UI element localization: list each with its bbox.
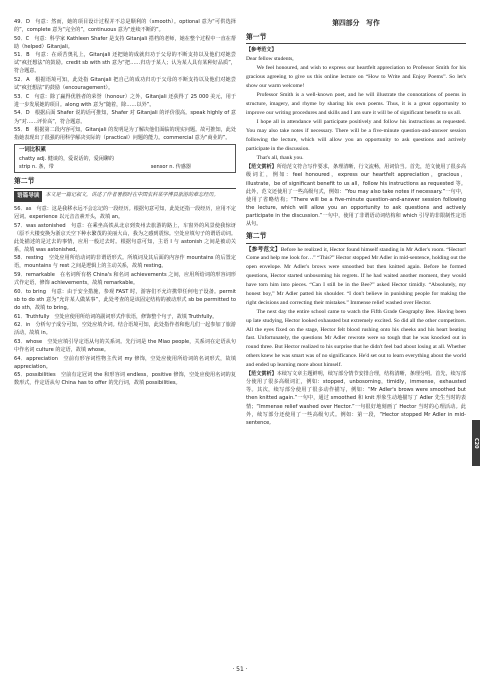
answer-para: 54．D 根据后面 Shafer 说的话可推知，Shafer 对 Gitanjali 的评价很高。speak highly of 意为“对……评价高”，符合题意。	[14, 110, 236, 125]
part-title: 第四部分 写作	[332, 19, 380, 27]
analysis-label: 【范文赏析】	[246, 371, 277, 378]
answer-para: 63．whose 空处应填引导定语从句的关系词。先行词是 the Miao people，关系词在定语从句中作名词 culture 的定语，故填 whose。	[14, 338, 236, 353]
answer-para: 58．resting 空处应用所给动词的非谓语形式。所填词及其后面的内容作 mountains 的后置定语，mountains 与 rest 之间是逻辑上的主动关系，故填 resting。	[14, 255, 236, 270]
answer-para: 65．possibilities 空前有定冠词 the 和形容词 endless，positive 修饰，空处应使用名词的复数形式，作定语从句 China has to offer 的先行词，故填 possibilities。	[14, 372, 236, 387]
analysis-para	[246, 370, 466, 426]
answer-para: 53．C 句意：除了赢得优胜者的荣誉（honour）之外，Gitanjali 还获得了 25 000 美元，用于进一步发展她的项目。along with 意为“随着，除……以外”。	[14, 93, 236, 108]
vocab-row	[19, 155, 231, 163]
vocab-item: sensor n. 传感器	[150, 164, 191, 171]
intro-label: 语篇导读	[14, 191, 42, 202]
analysis-para	[246, 163, 466, 227]
vocab-item: strip n. 条，带	[19, 164, 54, 171]
answer-para: 55．B 根据第二段内容可知，Gitanjali 的发明是为了解决他们面临的现实问题。故可推知，此处指她表现出了很强的用科学解决实际的（practical）问题的能力。commercial 意为“商业的”。	[14, 127, 236, 142]
right-column	[246, 18, 466, 427]
letter-salutation: Dear fellow students,	[246, 55, 294, 62]
continuation-text: Before he realized it, Hector found himself standing in Mr Adler's room. “Hector! Come and help me look for…” “This?” Hector stopped Mr Adler in mid-sentence, holding out the open envelope. Mr Adler's brows were smoothed but then knitted again. Before he formed questions, Hector started unbosoming his regrets. If he had waited another moment, they would have torn him into pieces. “Can I still be in the Bee?” asked Hector timidly. “Absolutely, my honest boy,” Mr Adler patted his shoulder. “I don't believe in punishing people for making the right decisions and correcting their mistakes.” Immense relief washed over Hector.	[246, 246, 466, 306]
analysis-label: 【范文赏析】	[246, 164, 277, 171]
continuation-para: The next day the entire school came to watch the Fifth Grade Geography Bee. Having been up late studying, Hector looked exhausted but extremely excited. So did all the other competitors. All the eyes fixed on the stage, Hector felt blood rushing onto his cheeks and his heart beating fast. Unfortunately, the questions Mr Adler rewrote were so tough that he was knocked out in round three. But Hector realized to his surprise that he didn't feel bad about losing at all. Whether others knew he was smart was of no significance. He'd set out to learn everything about the world and ended up learning more about himself.	[246, 308, 466, 368]
letter-para: That's all, thank you.	[256, 155, 304, 161]
reference-label: 【参考范文】	[246, 246, 281, 253]
answer-para: 61．Truthfully 空处应使用所给词的副词形式作状语，修饰整个句子，故填 Truthfully。	[14, 313, 218, 320]
answer-para: 60．to bring 句意：由于安全措施，参观 FAST 时，游客们不允许携带任何电子设备。permit sb to do sth 意为“允许某人做某事”，此处考查的是该固定结构的被动形式 sb be permitted to do sth，故填 to bring。	[14, 288, 236, 311]
intro-text: 本文是一篇记叙文，讲述了作者暑假时在中国农科某字博县旅游的难忘经历。	[45, 192, 219, 199]
answer-para: 56．as 句意：这是我移水远不会忘记的一段经历。根据句意可知，此处还指一段经历，应用不定冠词。experience 以元音音素开头，故填 an。	[14, 205, 236, 220]
vocab-box	[14, 144, 236, 173]
answer-para: 64．appreciation 空前有形容词性物主代词 my 修饰，空处应使用所给词的名词形式，故填 appreciation。	[14, 355, 236, 370]
continuation-para	[246, 246, 466, 308]
answer-para: 52．A 根据语境可知，此处指 Gitanjali 把自己的成功归功于父母的不断支持以及他们对她尝试“疯狂想法”的鼓励（encouragement）。	[14, 77, 236, 92]
letter-para: Professor Smith is a well-known poet, and he will illustrate the connotations of poems in structure, imagery, and rhyme by sharing his own poems. Thus, it is a great opportunity to improve our writing procedures and skills and I am sure it will be of significant benefit to us all.	[246, 92, 466, 116]
answer-para: 50．C 句意：科学家 Kathleen Shafer 是支持 Gitanjali 搭档的老师，她在整个过程中一直在帮助（helped）Gitanjali。	[14, 35, 236, 50]
section-heading: 第二节	[246, 231, 466, 244]
analysis-text: 本续写文章主题鲜明，续写部分情节安排合理，结构清晰，条理分明。首先，续写部分使用了很多高级词汇，例如：stopped，unbosoming，timidly，immense，exhausted 等。其次，续写部分使用了很多动作描写，例如：“Mr Adler's brows were smoothed but then knitted again.”一句中，通过 smoothed 和 knit 形象生动地描写了 Adler 先生当时的表情；“Immense relief washed over Hector.”一句很好地刻画了 Hector 当时的心理活动。此外，续写部分还使用了一些高级句式。例如：第一段，“Hector stopped Mr Adler in mid-sentence,	[246, 371, 466, 426]
answer-para: 49．D 句意：然而，她的项目设计过程并不总是顺利的（smooth）。optional 意为“可供选择的”，complete 意为“完全的”，continuous 意为“连续不断的”。	[14, 19, 236, 34]
section-heading: 第一节	[246, 32, 466, 45]
reference-label: 【参考范文】	[246, 47, 277, 54]
answer-para: 62．in 分析句子成分可知，空处应填介词。结合语境可知，此处指作者和他几们一起参加了旅游活动，故填 in。	[14, 322, 236, 337]
left-column	[14, 18, 236, 388]
vocab-row	[19, 163, 231, 171]
section-heading: 第二节	[14, 176, 236, 189]
letter-para: We feel honoured, and wish to express our heartfelt appreciation to Professor Smith for his gracious agreeing to give us this online lecture on “How to Write and Enjoy Poems”. So let's show our warm welcome!	[246, 64, 466, 89]
passage-intro	[14, 191, 236, 202]
analysis-text: 所给范文符合写作要求，条理清晰，行文流畅，用词恰当。首先，范文使用了很多高级词汇，例如：feel honoured，express our heartfelt appreciation，gracious，illustrate，be of significant benefit to us all，follow his instructions as requested 等。此外，范文还使用了一些高级句式，例如：“You may also take notes if necessary.”一句中，使用了省略结构；“There will be a five-minute question-and-answer session following the lecture, which will allow you an opportunity to ask questions and actively participate in the discussion.”一句中，使用了非谓语动词结构和 which 引导的非限制性定语从句。	[246, 164, 466, 227]
vocab-item: chatty adj. 健谈的，爱说话的，爱闲聊的	[19, 156, 115, 163]
letter-para: I hope all in attendance will participate positively and follow his instructions as requested. You may also take notes if necessary. There will be a five-minute question-and-answer session following the lecture, which will allow you an opportunity to ask questions and actively participate in the discussion.	[246, 119, 466, 152]
answer-para: 57．was astonished 句意：在乘坐高铁从北京到贵州去旅游的路上，车窗外的风景使我惊讶（原不大楼变换为浙京天空下种水繁茂的美丽大山，我为之感到震惊。空处应填句子的谓语动词。此处描述的是过去的事情，应用一般过去时。根据句意可知，主语 I 与 astonish 之间是被动关系，故填 was astonished。	[14, 222, 236, 253]
answer-para: 59．remarkable 在名词所有格 China's 和名词 achievements 之间，应用所给词的形容词形式作定语，修饰 achievements，故填 remarkable。	[14, 272, 236, 287]
page-number: · 51 ·	[232, 666, 248, 673]
answer-para: 51．B 句意：在顽苦奥礼上，Gitanjali 还把她的成就归功于父母的不断支持以及他们对她尝试“疯狂想法”的鼓励。credit sb with sth 意为“把……归功于某人；认为某人具有某种好品质”，符合题意。	[14, 52, 236, 75]
vocab-title: 一词比积累	[19, 147, 46, 154]
side-tab: C20	[472, 420, 480, 466]
